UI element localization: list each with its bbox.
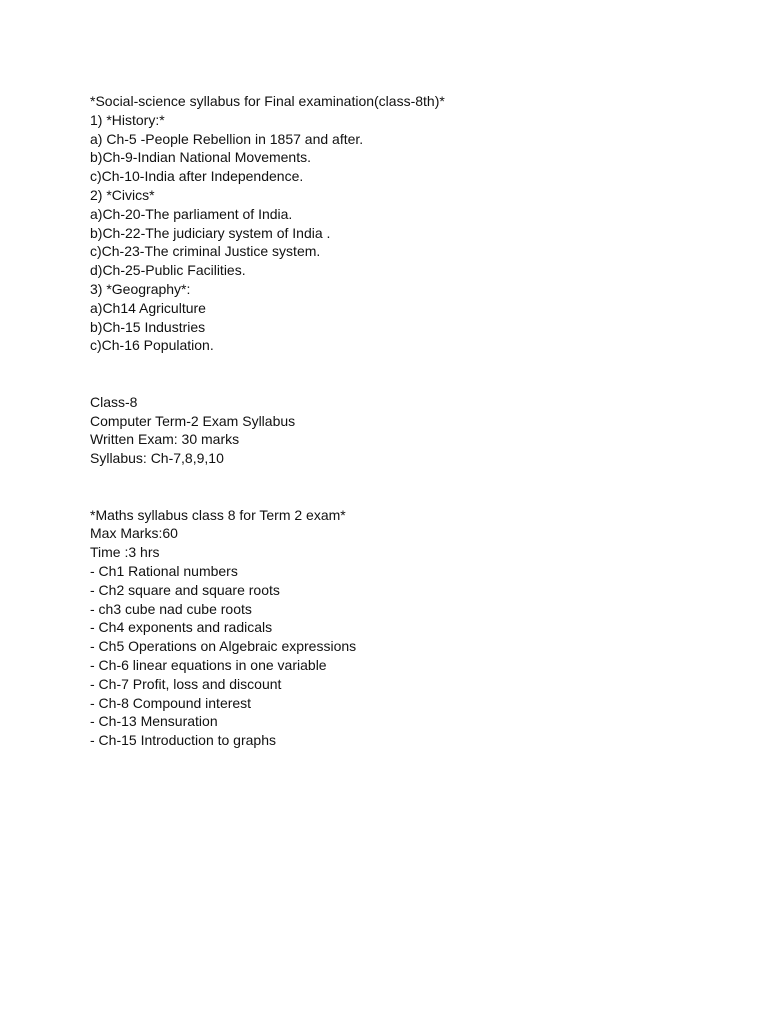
geography-item: b)Ch-15 Industries [90,318,206,335]
civics-item: a)Ch-20-The parliament of India. [90,205,293,222]
section-spacer [90,468,730,506]
geography-item: c)Ch-16 Population. [90,337,214,354]
maths-chapter-item: - Ch-8 Compound interest [90,694,252,711]
history-item: a) Ch-5 -People Rebellion in 1857 and after. [90,130,364,147]
maths-chapter-item: - Ch-6 linear equations in one variable [90,656,327,673]
maths-chapter-item: - Ch2 square and square roots [90,581,280,598]
maths-chapter-item: - Ch4 exponents and radicals [90,619,273,636]
maths-title: *Maths syllabus class 8 for Term 2 exam* [90,506,346,523]
geography-item: a)Ch14 Agriculture [90,299,206,316]
social-science-title: *Social-science syllabus for Final examination(class-8th)* [90,93,445,109]
civics-item: c)Ch-23-The criminal Justice system. [90,243,321,260]
maths-chapter-item: - ch3 cube nad cube roots [90,600,252,617]
history-item: c)Ch-10-India after Independence. [90,168,304,185]
history-heading: 1) *History:* [90,111,165,128]
maths-chapter-item: - Ch-13 Mensuration [90,713,218,730]
civics-item: d)Ch-25-Public Facilities. [90,262,246,279]
civics-heading: 2) *Civics* [90,186,155,203]
maths-time: Time :3 hrs [90,544,160,561]
computer-syllabus: Syllabus: Ch-7,8,9,10 [90,450,224,467]
geography-heading: 3) *Geography*: [90,280,191,297]
maths-chapter-item: - Ch1 Rational numbers [90,562,238,579]
document-page [90,92,730,750]
maths-chapter-item: - Ch-15 Introduction to graphs [90,732,276,749]
history-item: b)Ch-9-Indian National Movements. [90,149,311,166]
computer-section [90,393,730,468]
section-spacer [90,355,730,393]
computer-title: Computer Term-2 Exam Syllabus [90,412,296,429]
computer-marks: Written Exam: 30 marks [90,431,240,448]
maths-chapter-item: - Ch-7 Profit, loss and discount [90,675,282,692]
social-science-section [90,92,730,355]
maths-max-marks: Max Marks:60 [90,525,178,542]
maths-chapter-item: - Ch5 Operations on Algebraic expressions [90,638,357,655]
computer-class-line: Class-8 [90,393,138,410]
civics-item: b)Ch-22-The judiciary system of India . [90,224,331,241]
maths-section [90,506,730,750]
